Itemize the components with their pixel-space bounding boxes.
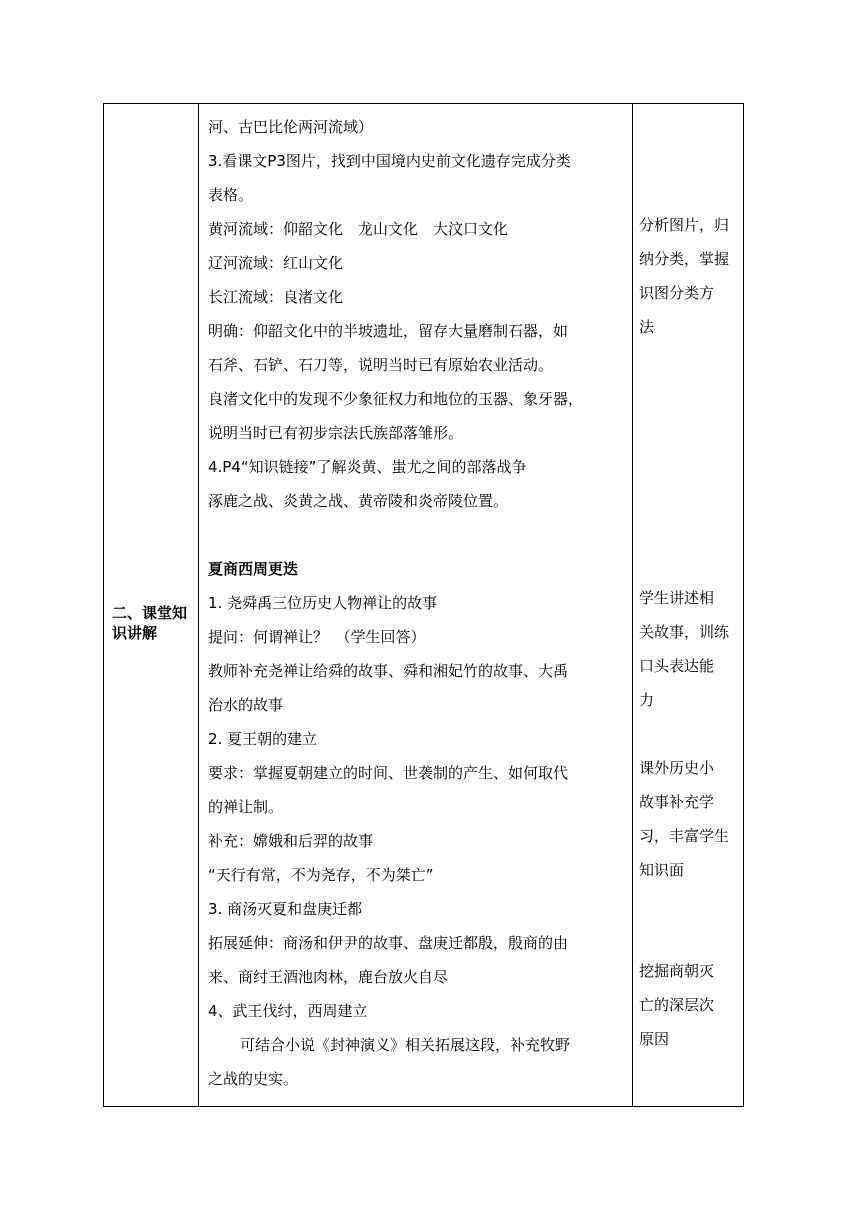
lesson-plan-table bbox=[103, 103, 744, 1107]
note-block bbox=[639, 581, 739, 717]
content-line: 良渚文化中的发现不少象征权力和地位的玉器、象牙器， bbox=[208, 390, 584, 408]
content-line: 教师补充尧禅让给舜的故事、舜和湘妃竹的故事、大禹 bbox=[208, 662, 569, 680]
note-line: 原因 bbox=[639, 1030, 670, 1048]
content-cell bbox=[199, 104, 633, 1107]
note-line: 学生讲述相 bbox=[639, 589, 715, 607]
note-line: 力 bbox=[639, 691, 655, 709]
notes-cell bbox=[633, 104, 744, 1107]
note-line: 纳分类，掌握 bbox=[639, 250, 730, 268]
content-line: 3. 商汤灭夏和盘庚迁都 bbox=[208, 900, 363, 918]
content-line: 2. 夏王朝的建立 bbox=[208, 730, 318, 748]
content-line: 黄河流域：仰韶文化 龙山文化 大汶口文化 bbox=[208, 220, 509, 238]
note-line: 习，丰富学生 bbox=[639, 827, 730, 845]
content-line: 要求：掌握夏朝建立的时间、世袭制的产生、如何取代 bbox=[208, 764, 569, 782]
notes-column bbox=[633, 104, 743, 1089]
content-line: 来、商纣王酒池肉林，鹿台放火自尽 bbox=[208, 968, 449, 986]
content-line: 河、古巴比伦两河流域） bbox=[208, 118, 374, 136]
blank-line bbox=[208, 518, 626, 552]
note-line: 识图分类方 bbox=[639, 284, 715, 302]
section-label bbox=[104, 603, 198, 643]
note-block bbox=[639, 954, 739, 1056]
note-line: 关故事，训练 bbox=[639, 623, 730, 641]
content-line: 表格。 bbox=[208, 186, 254, 204]
content-body bbox=[199, 104, 632, 1106]
content-line: 说明当时已有初步宗法氏族部落雏形。 bbox=[208, 424, 464, 442]
content-line: 3.看课文P3图片，找到中国境内史前文化遗存完成分类 bbox=[208, 152, 571, 170]
content-line: 之战的史实。 bbox=[208, 1070, 299, 1088]
note-line: 挖掘商朝灭 bbox=[639, 962, 715, 980]
note-line: 法 bbox=[639, 318, 655, 336]
content-line: 的禅让制。 bbox=[208, 798, 284, 816]
note-line: 分析图片，归 bbox=[639, 216, 730, 234]
content-line: 可结合小说《封神演义》相关拓展这段，补充牧野 bbox=[240, 1036, 571, 1054]
table-row bbox=[104, 104, 744, 1107]
quote-line: “天行有常，不为尧存，不为桀亡” bbox=[208, 866, 434, 884]
content-line: 1. 尧舜禹三位历史人物禅让的故事 bbox=[208, 594, 438, 612]
content-line: 明确：仰韶文化中的半坡遗址，留存大量磨制石器，如 bbox=[208, 322, 569, 340]
note-block bbox=[639, 208, 739, 344]
content-line: 4.P4“知识链接”了解炎黄、蚩尤之间的部落战争 bbox=[208, 458, 527, 476]
content-line: 辽河流域：红山文化 bbox=[208, 254, 344, 272]
section-label-line: 识讲解 bbox=[112, 624, 158, 642]
content-line: 治水的故事 bbox=[208, 696, 284, 714]
note-line: 故事补充学 bbox=[639, 793, 715, 811]
content-line: 提问：何谓禅让？ （学生回答） bbox=[208, 628, 426, 646]
content-line: 涿鹿之战、炎黄之战、黄帝陵和炎帝陵位置。 bbox=[208, 492, 509, 510]
content-line: 长江流域：良渚文化 bbox=[208, 288, 344, 306]
note-line: 亡的深层次 bbox=[639, 996, 715, 1014]
content-line: 石斧、石铲、石刀等，说明当时已有原始农业活动。 bbox=[208, 356, 554, 374]
note-line: 课外历史小 bbox=[639, 759, 715, 777]
note-line: 口头表达能 bbox=[639, 657, 715, 675]
section-label-cell bbox=[104, 104, 199, 1107]
content-line: 4、武王伐纣，西周建立 bbox=[208, 1002, 368, 1020]
section-heading: 夏商西周更迭 bbox=[208, 560, 299, 578]
note-line: 知识面 bbox=[639, 861, 685, 879]
note-block bbox=[639, 751, 739, 887]
content-line: 补充：嫦娥和后羿的故事 bbox=[208, 832, 374, 850]
content-line: 拓展延伸：商汤和伊尹的故事、盘庚迁都殷，殷商的由 bbox=[208, 934, 569, 952]
section-label-line: 二、课堂知 bbox=[112, 604, 188, 622]
